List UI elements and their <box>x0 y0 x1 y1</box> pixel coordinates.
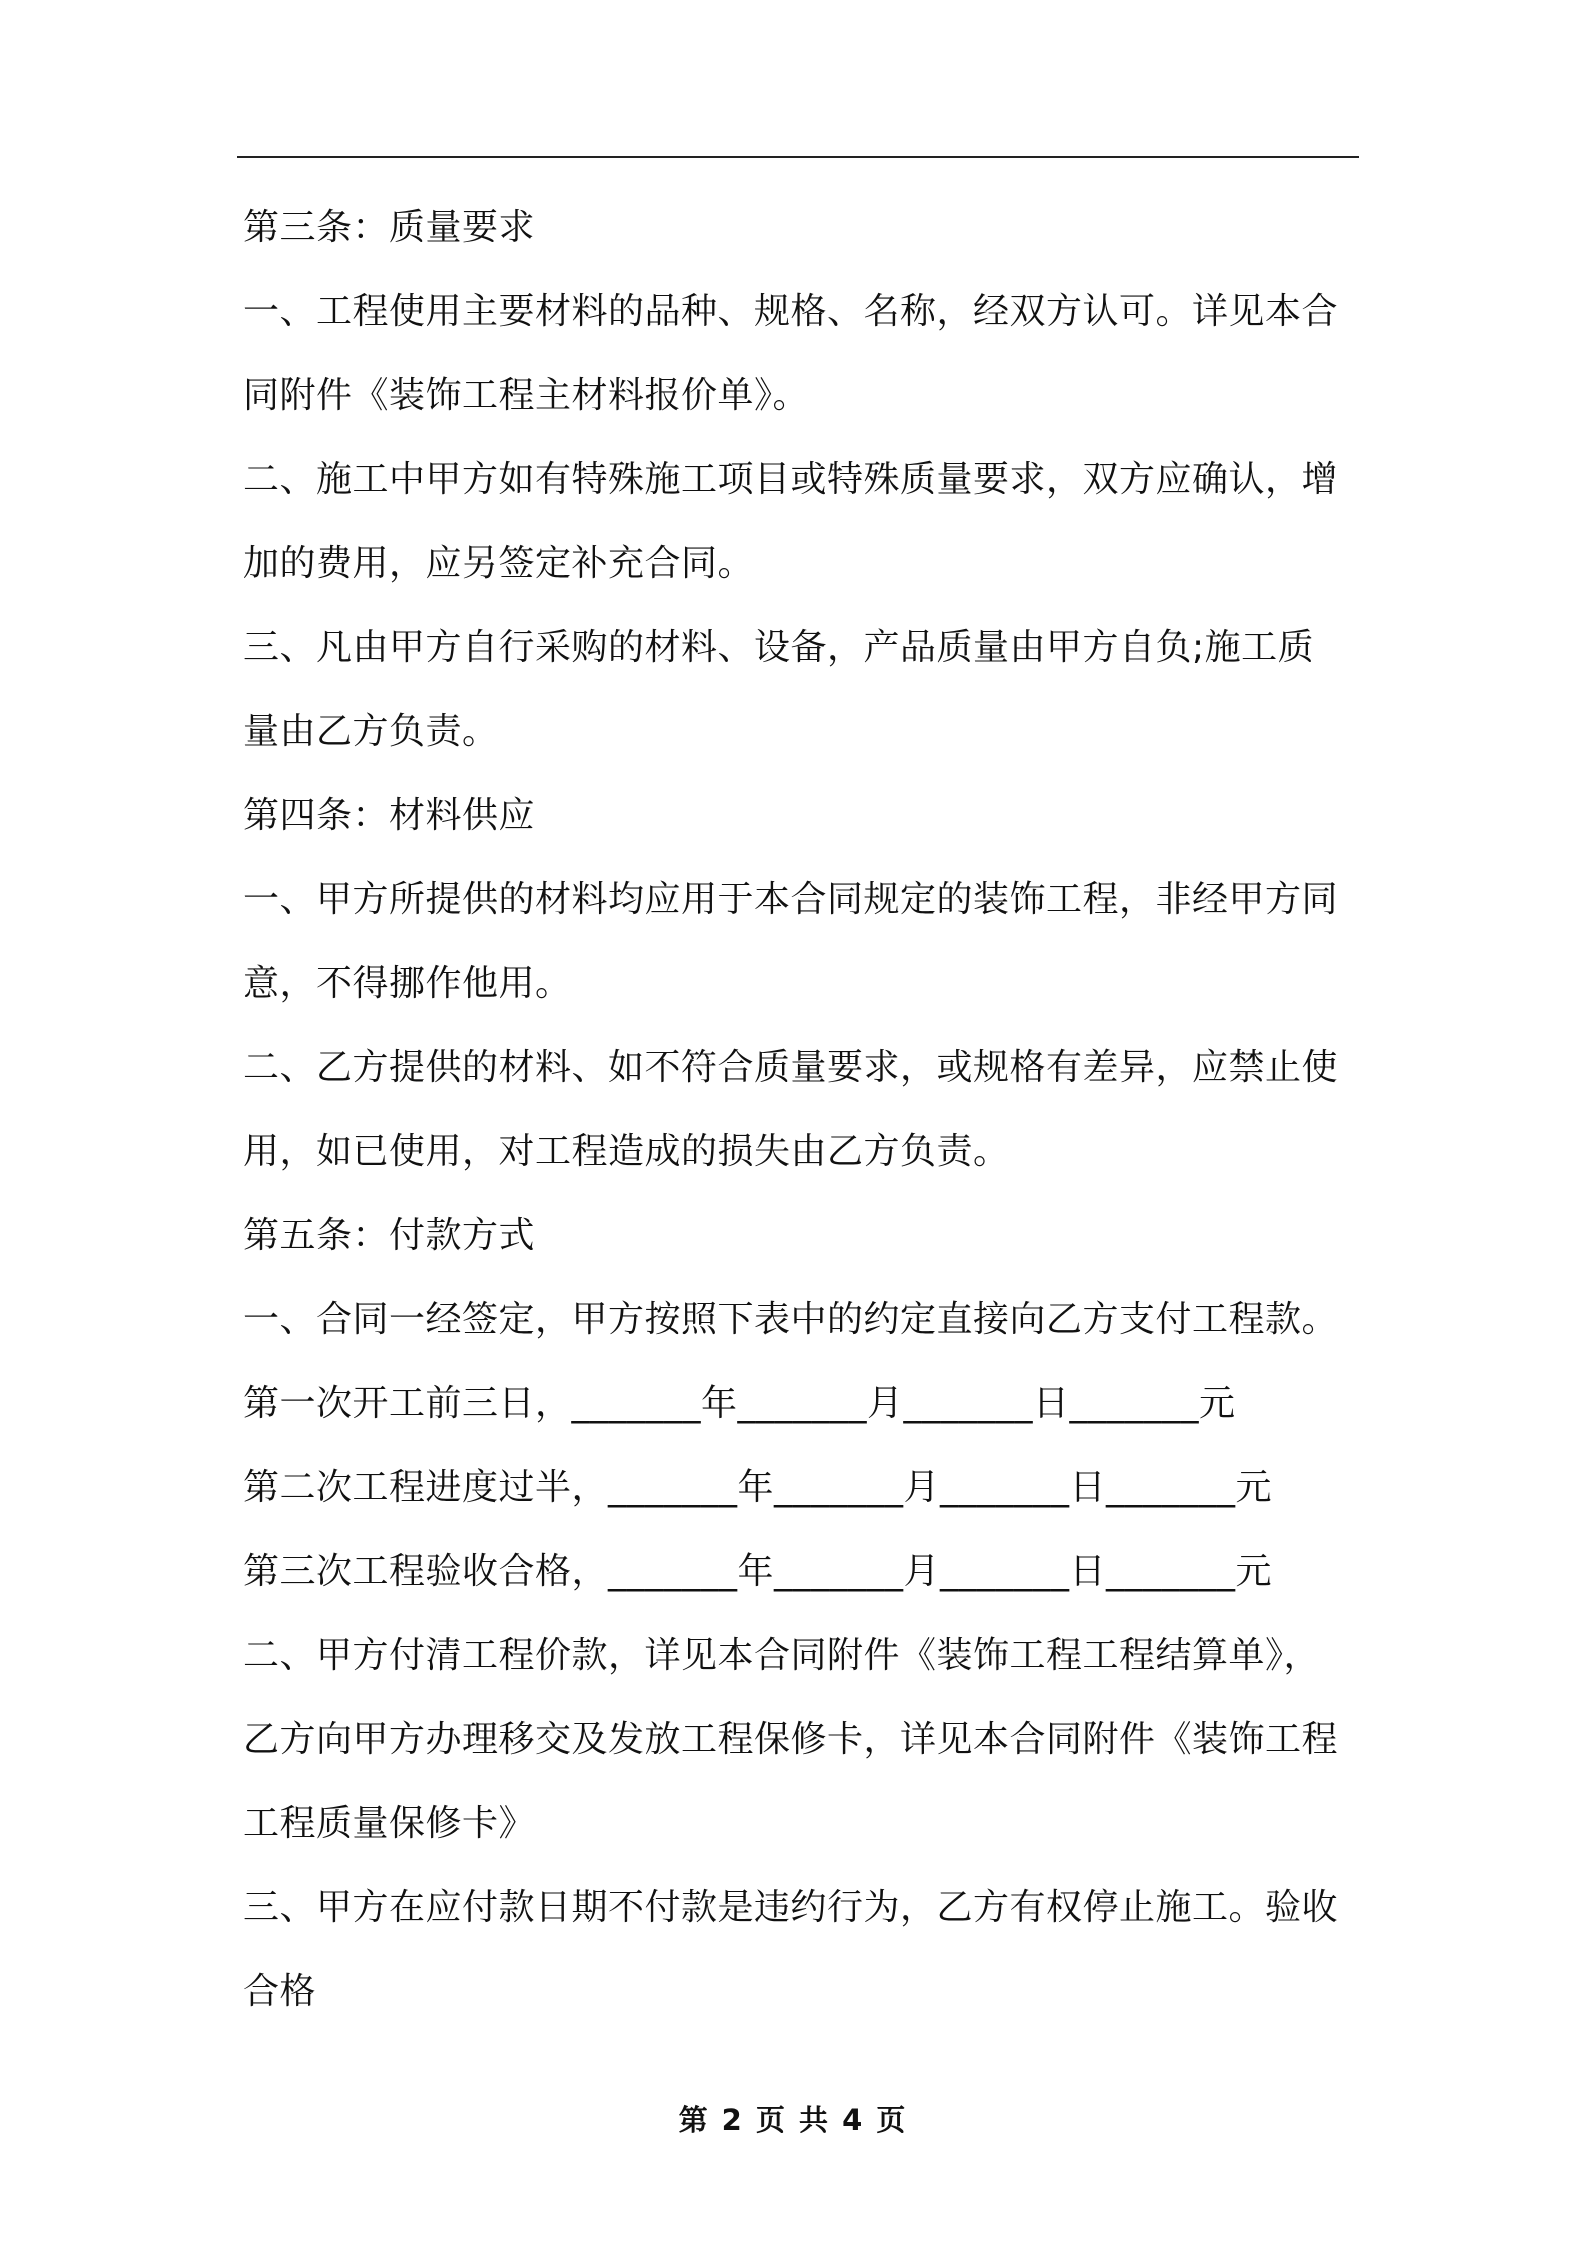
section-heading-payment: 第五条：付款方式 <box>243 1215 536 1256</box>
section-heading-quality: 第三条：质量要求 <box>243 207 536 248</box>
payment-line-third: 第三次工程验收合格，_______年_______月_______日_______元 <box>243 1551 1273 1592</box>
paragraph-line: 二、施工中甲方如有特殊施工项目或特殊质量要求，双方应确认，增 <box>243 459 1339 500</box>
payment-line-second: 第二次工程进度过半，_______年_______月_______日_______元 <box>243 1467 1273 1508</box>
paragraph-line: 同附件《装饰工程主材料报价单》。 <box>243 375 810 416</box>
paragraph-line: 三、甲方在应付款日期不付款是违约行为，乙方有权停止施工。验收 <box>243 1887 1339 1928</box>
paragraph-line: 二、乙方提供的材料、如不符合质量要求，或规格有差异，应禁止使 <box>243 1047 1339 1088</box>
section-heading-materials: 第四条：材料供应 <box>243 795 536 836</box>
paragraph-line: 加的费用，应另签定补充合同。 <box>243 543 755 584</box>
paragraph-line: 三、凡由甲方自行采购的材料、设备，产品质量由甲方自负;施工质 <box>243 627 1315 668</box>
page-number: 第 2 页 共 4 页 <box>678 2103 908 2137</box>
payment-line-first: 第一次开工前三日，_______年_______月_______日_______元 <box>243 1383 1236 1424</box>
paragraph-line: 一、工程使用主要材料的品种、规格、名称，经双方认可。详见本合 <box>243 291 1339 332</box>
paragraph-line: 二、甲方付清工程价款，详见本合同附件《装饰工程工程结算单》， <box>243 1635 1321 1676</box>
document-body <box>243 198 1368 2046</box>
paragraph-line: 一、合同一经签定，甲方按照下表中的约定直接向乙方支付工程款。 <box>243 1299 1339 1340</box>
header-rule <box>237 156 1359 158</box>
paragraph-line: 用，如已使用，对工程造成的损失由乙方负责。 <box>243 1131 1010 1172</box>
paragraph-line: 量由乙方负责。 <box>243 711 499 752</box>
paragraph-line: 意，不得挪作他用。 <box>243 963 572 1004</box>
paragraph-line: 工程质量保修卡》 <box>243 1803 536 1844</box>
paragraph-line: 乙方向甲方办理移交及发放工程保修卡，详见本合同附件《装饰工程 <box>243 1719 1339 1760</box>
paragraph-line: 合格 <box>243 1971 317 2012</box>
paragraph-line: 一、甲方所提供的材料均应用于本合同规定的装饰工程，非经甲方同 <box>243 879 1339 920</box>
